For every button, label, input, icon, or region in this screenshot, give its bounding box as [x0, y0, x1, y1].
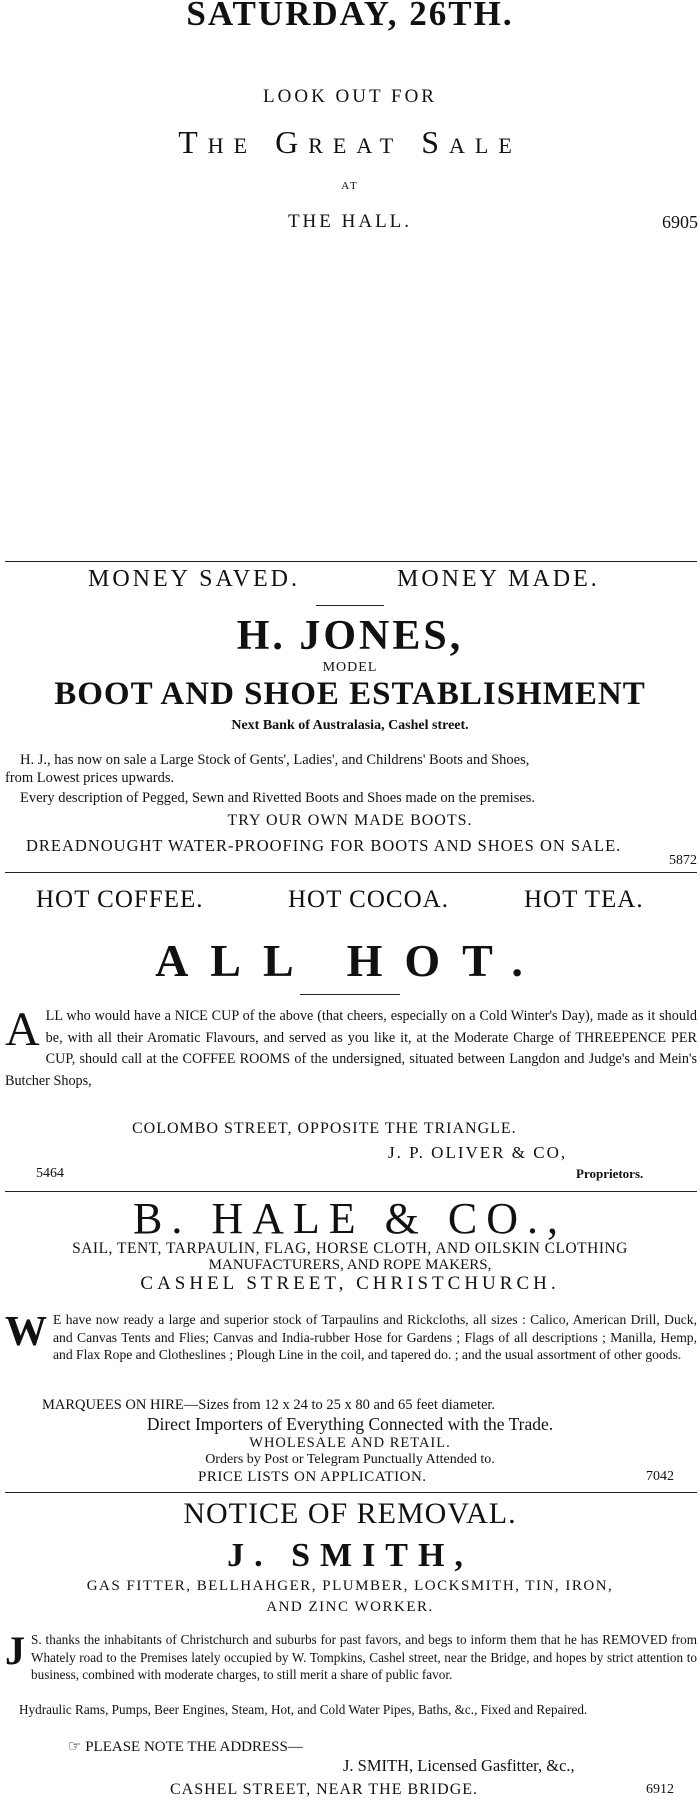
look-out-line: LOOK OUT FOR: [263, 86, 437, 107]
trades-line-1: GAS FITTER, BELLHAHGER, PLUMBER, LOCKSMITH, TIN, IRON,: [86, 1578, 614, 1594]
try-boots-line: TRY OUR OWN MADE BOOTS.: [227, 812, 473, 829]
heading-saturday: SATURDAY, 26TH.: [186, 0, 514, 33]
at-line: AT: [341, 180, 359, 192]
trades-line-2: MANUFACTURERS, AND ROPE MAKERS,: [208, 1257, 492, 1273]
street-line: COLOMBO STREET, OPPOSITE THE TRIANGLE.: [132, 1120, 517, 1137]
orders-line: Orders by Post or Telegram Punctually Attended to.: [205, 1452, 495, 1467]
description-line: Every description of Pegged, Sewn and Rivetted Boots and Shoes made on the premises.: [20, 790, 536, 806]
short-rule: [316, 605, 384, 606]
j-smith-name: J. SMITH,: [227, 1537, 473, 1574]
notice-title: NOTICE OF REMOVAL.: [183, 1497, 517, 1530]
slogan-money-made: MONEY MADE.: [397, 566, 600, 592]
short-rule: [300, 994, 400, 995]
hydraulic-line: Hydraulic Rams, Pumps, Beer Engines, Steam, Hot, and Cold Water Pipes, Baths, &c., Fixed and Repaired.: [19, 1702, 588, 1717]
b-hale-title: B. HALE & CO.,: [133, 1194, 567, 1243]
stock-line: H. J., has now on sale a Large Stock of Gents', Ladies', and Childrens' Boots and Shoes,: [20, 752, 530, 768]
establishment-title: BOOT AND SHOE ESTABLISHMENT: [54, 676, 646, 712]
body-text: LL who would have a NICE CUP of the above (that cheers, especially on a Cold Winter's Day), made as it should be, with all their Aromatic Flavours, and served as you like it, at the Moderate Charge of THREEPENCE PER CUP, should call at the COFFEE ROOMS of the undersigned, situated between Langdon and Judge's and Mein's Butcher Shops,: [5, 1008, 697, 1089]
trades-line-1: SAIL, TENT, TARPAULIN, FLAG, HORSE CLOTH, AND OILSKIN CLOTHING: [72, 1240, 628, 1257]
address-line: Next Bank of Australasia, Cashel street.: [231, 718, 469, 733]
address-line: CASHEL STREET, CHRISTCHURCH.: [140, 1273, 560, 1294]
divider: [5, 561, 697, 562]
proprietors-label: Proprietors.: [576, 1166, 644, 1181]
dreadnought-line: DREADNOUGHT WATER-PROOFING FOR BOOTS AND SHOES ON SALE.: [26, 836, 622, 855]
name-h-jones: H. JONES,: [236, 613, 464, 659]
address-line: CASHEL STREET, NEAR THE BRIDGE.: [170, 1781, 479, 1798]
divider: [5, 1191, 697, 1192]
ad-number: 6912: [646, 1782, 674, 1797]
all-hot-body: [5, 1003, 697, 1092]
b-hale-body: [5, 1311, 697, 1364]
ad-number: 6905: [662, 212, 698, 232]
drop-cap: A: [5, 1003, 40, 1056]
body-text: S. thanks the inhabitants of Christchurch and suburbs for past favors, and begs to inform them that he has REMOVED from Whately road to the Premises lately occupied by W. Tompkins, Cashel street, near the Bridge, and hopes by strict attention to business, combined with moderate charges, to still merit a share of public favor.: [31, 1632, 697, 1682]
importers-line: Direct Importers of Everything Connected with the Trade.: [146, 1414, 554, 1434]
ad-number: 5464: [36, 1166, 64, 1181]
drop-cap: J: [5, 1628, 25, 1673]
trades-line-2: AND ZINC WORKER.: [266, 1599, 434, 1615]
proprietor-name: J. P. OLIVER & CO,: [388, 1143, 568, 1162]
marquees-line: MARQUEES ON HIRE—Sizes from 12 x 24 to 25 x 80 and 65 feet diameter.: [42, 1397, 496, 1413]
signature-line: J. SMITH, Licensed Gasfitter, &c.,: [343, 1756, 575, 1775]
divider: [5, 1492, 697, 1493]
please-note-line: ☞ PLEASE NOTE THE ADDRESS—: [68, 1739, 303, 1755]
prices-line: from Lowest prices upwards.: [5, 770, 175, 786]
venue-line: THE HALL.: [287, 211, 413, 232]
hot-tea: HOT TEA.: [524, 886, 644, 913]
ad-number: 5872: [669, 853, 697, 868]
great-sale-title: The Great Sale: [178, 124, 522, 160]
model-line: MODEL: [322, 660, 378, 675]
all-hot-title: ALL HOT.: [155, 935, 545, 986]
drop-cap: W: [5, 1309, 47, 1355]
price-lists-line: PRICE LISTS ON APPLICATION.: [198, 1469, 427, 1485]
wholesale-line: WHOLESALE AND RETAIL.: [249, 1435, 451, 1451]
slogan-money-saved: MONEY SAVED.: [88, 566, 301, 592]
body-text: E have now ready a large and superior stock of Tarpaulins and Rickcloths, all sizes : Calico, American Drill, Duck, and Canvas Tents and Flies; Canvas and India-rubber Hose for Gardens ; Flags of all descriptions ; Manilla, Hemp, and Flax Rope and Clotheslines ; Plough Line in the coil, and tapered do. ; and the usual assortment of other goods.: [53, 1312, 697, 1362]
hot-cocoa: HOT COCOA.: [288, 886, 449, 913]
divider: [5, 872, 697, 873]
j-smith-body: [5, 1628, 697, 1684]
ad-number: 7042: [646, 1469, 674, 1484]
hot-coffee: HOT COFFEE.: [36, 886, 204, 913]
